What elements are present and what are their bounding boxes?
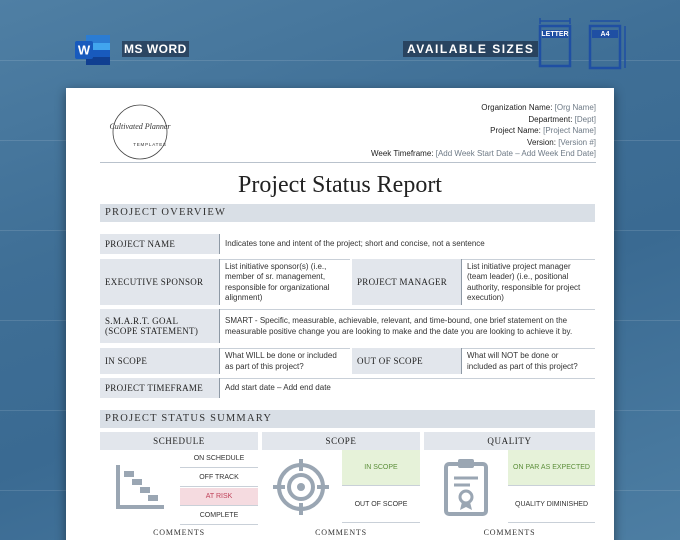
logo-script: Cultivated Planner <box>109 122 171 131</box>
logo-subtext: TEMPLATES <box>133 142 167 147</box>
scope-out-of-scope[interactable]: OUT OF SCOPE <box>342 487 420 523</box>
schedule-off-track[interactable]: OFF TRACK <box>180 469 258 487</box>
page-title: Project Status Report <box>238 172 442 198</box>
size-letter: LETTER <box>541 31 569 38</box>
app-label: MS WORD <box>124 42 187 56</box>
project-name-field-value[interactable]: Indicates tone and intent of the project; short and concise, not a sentence <box>225 238 485 248</box>
department-label: Department: <box>528 114 573 124</box>
schedule-comments-label: COMMENTS <box>153 528 205 537</box>
executive-sponsor-label: EXECUTIVE SPONSOR <box>100 259 220 305</box>
out-of-scope-value[interactable]: What will NOT be done or included as part of this project? <box>462 348 595 374</box>
org-info-block <box>371 102 596 160</box>
project-timeframe-label: PROJECT TIMEFRAME <box>100 378 220 398</box>
document-page <box>66 88 614 540</box>
available-sizes-label: AVAILABLE SIZES <box>403 41 538 57</box>
section-project-overview: PROJECT OVERVIEW <box>100 204 595 222</box>
org-name-label: Organization Name: <box>481 103 553 112</box>
in-scope-value[interactable]: What WILL be done or included as part of this project? <box>220 348 350 374</box>
scope-in-scope[interactable]: IN SCOPE <box>342 450 420 486</box>
smart-goal-label-line2: (SCOPE STATEMENT) <box>105 326 199 336</box>
letter-size-icon <box>536 18 574 68</box>
smart-goal-label-line1: S.M.A.R.T. GOAL <box>105 316 179 326</box>
quality-on-par[interactable]: ON PAR AS EXPECTED <box>508 450 595 486</box>
in-scope-label: IN SCOPE <box>100 348 220 374</box>
project-name-value: [Project Name] <box>543 126 596 135</box>
scope-comments-label: COMMENTS <box>315 528 367 537</box>
scope-header: SCOPE <box>262 432 420 450</box>
smart-goal-label <box>100 309 220 343</box>
version-value: [Version #] <box>558 137 596 147</box>
quality-header: QUALITY <box>424 432 595 450</box>
schedule-header: SCHEDULE <box>100 432 258 450</box>
org-name-value: [Org Name] <box>554 103 596 112</box>
project-manager-label: PROJECT MANAGER <box>352 259 462 305</box>
size-a4: A4 <box>600 31 610 38</box>
divider <box>100 162 596 163</box>
quality-diminished[interactable]: QUALITY DIMINISHED <box>508 487 595 523</box>
project-name-label: Project Name: <box>490 126 541 135</box>
project-manager-value[interactable]: List initiative project manager (team leader) (i.e., positional authority, responsible for project execution) <box>462 259 595 305</box>
certificate-icon <box>424 450 508 524</box>
project-name-field-label: PROJECT NAME <box>100 234 220 254</box>
schedule-on-schedule[interactable]: ON SCHEDULE <box>180 450 258 468</box>
schedule-at-risk[interactable]: AT RISK <box>180 488 258 506</box>
brand-logo <box>104 96 176 168</box>
quality-comments-label: COMMENTS <box>483 528 536 537</box>
version-label: Version: <box>527 137 556 147</box>
promo-banner <box>0 18 680 74</box>
week-timeframe-value: [Add Week Start Date – Add Week End Date] <box>435 149 596 158</box>
department-value: [Dept] <box>574 114 596 124</box>
target-icon <box>262 450 340 524</box>
week-timeframe-label: Week Timeframe: <box>370 149 434 158</box>
out-of-scope-label: OUT OF SCOPE <box>352 348 462 374</box>
svg-text:W: W <box>77 42 91 58</box>
smart-goal-value[interactable]: SMART - Specific, measurable, achievable, relevant, and time-bound, one brief statement on the measurable positive change you are looking to make and the date you are looking to achieve it by. <box>220 309 595 343</box>
schedule-complete[interactable]: COMPLETE <box>180 507 258 525</box>
section-status-summary: PROJECT STATUS SUMMARY <box>100 410 595 428</box>
a4-size-icon <box>586 18 628 70</box>
executive-sponsor-value[interactable]: List initiative sponsor(s) (i.e., member of sr. management, responsible for organizational alignment) <box>220 259 350 305</box>
project-timeframe-value[interactable]: Add start date – Add end date <box>220 378 595 398</box>
word-icon <box>74 33 112 67</box>
gantt-icon <box>100 450 180 524</box>
